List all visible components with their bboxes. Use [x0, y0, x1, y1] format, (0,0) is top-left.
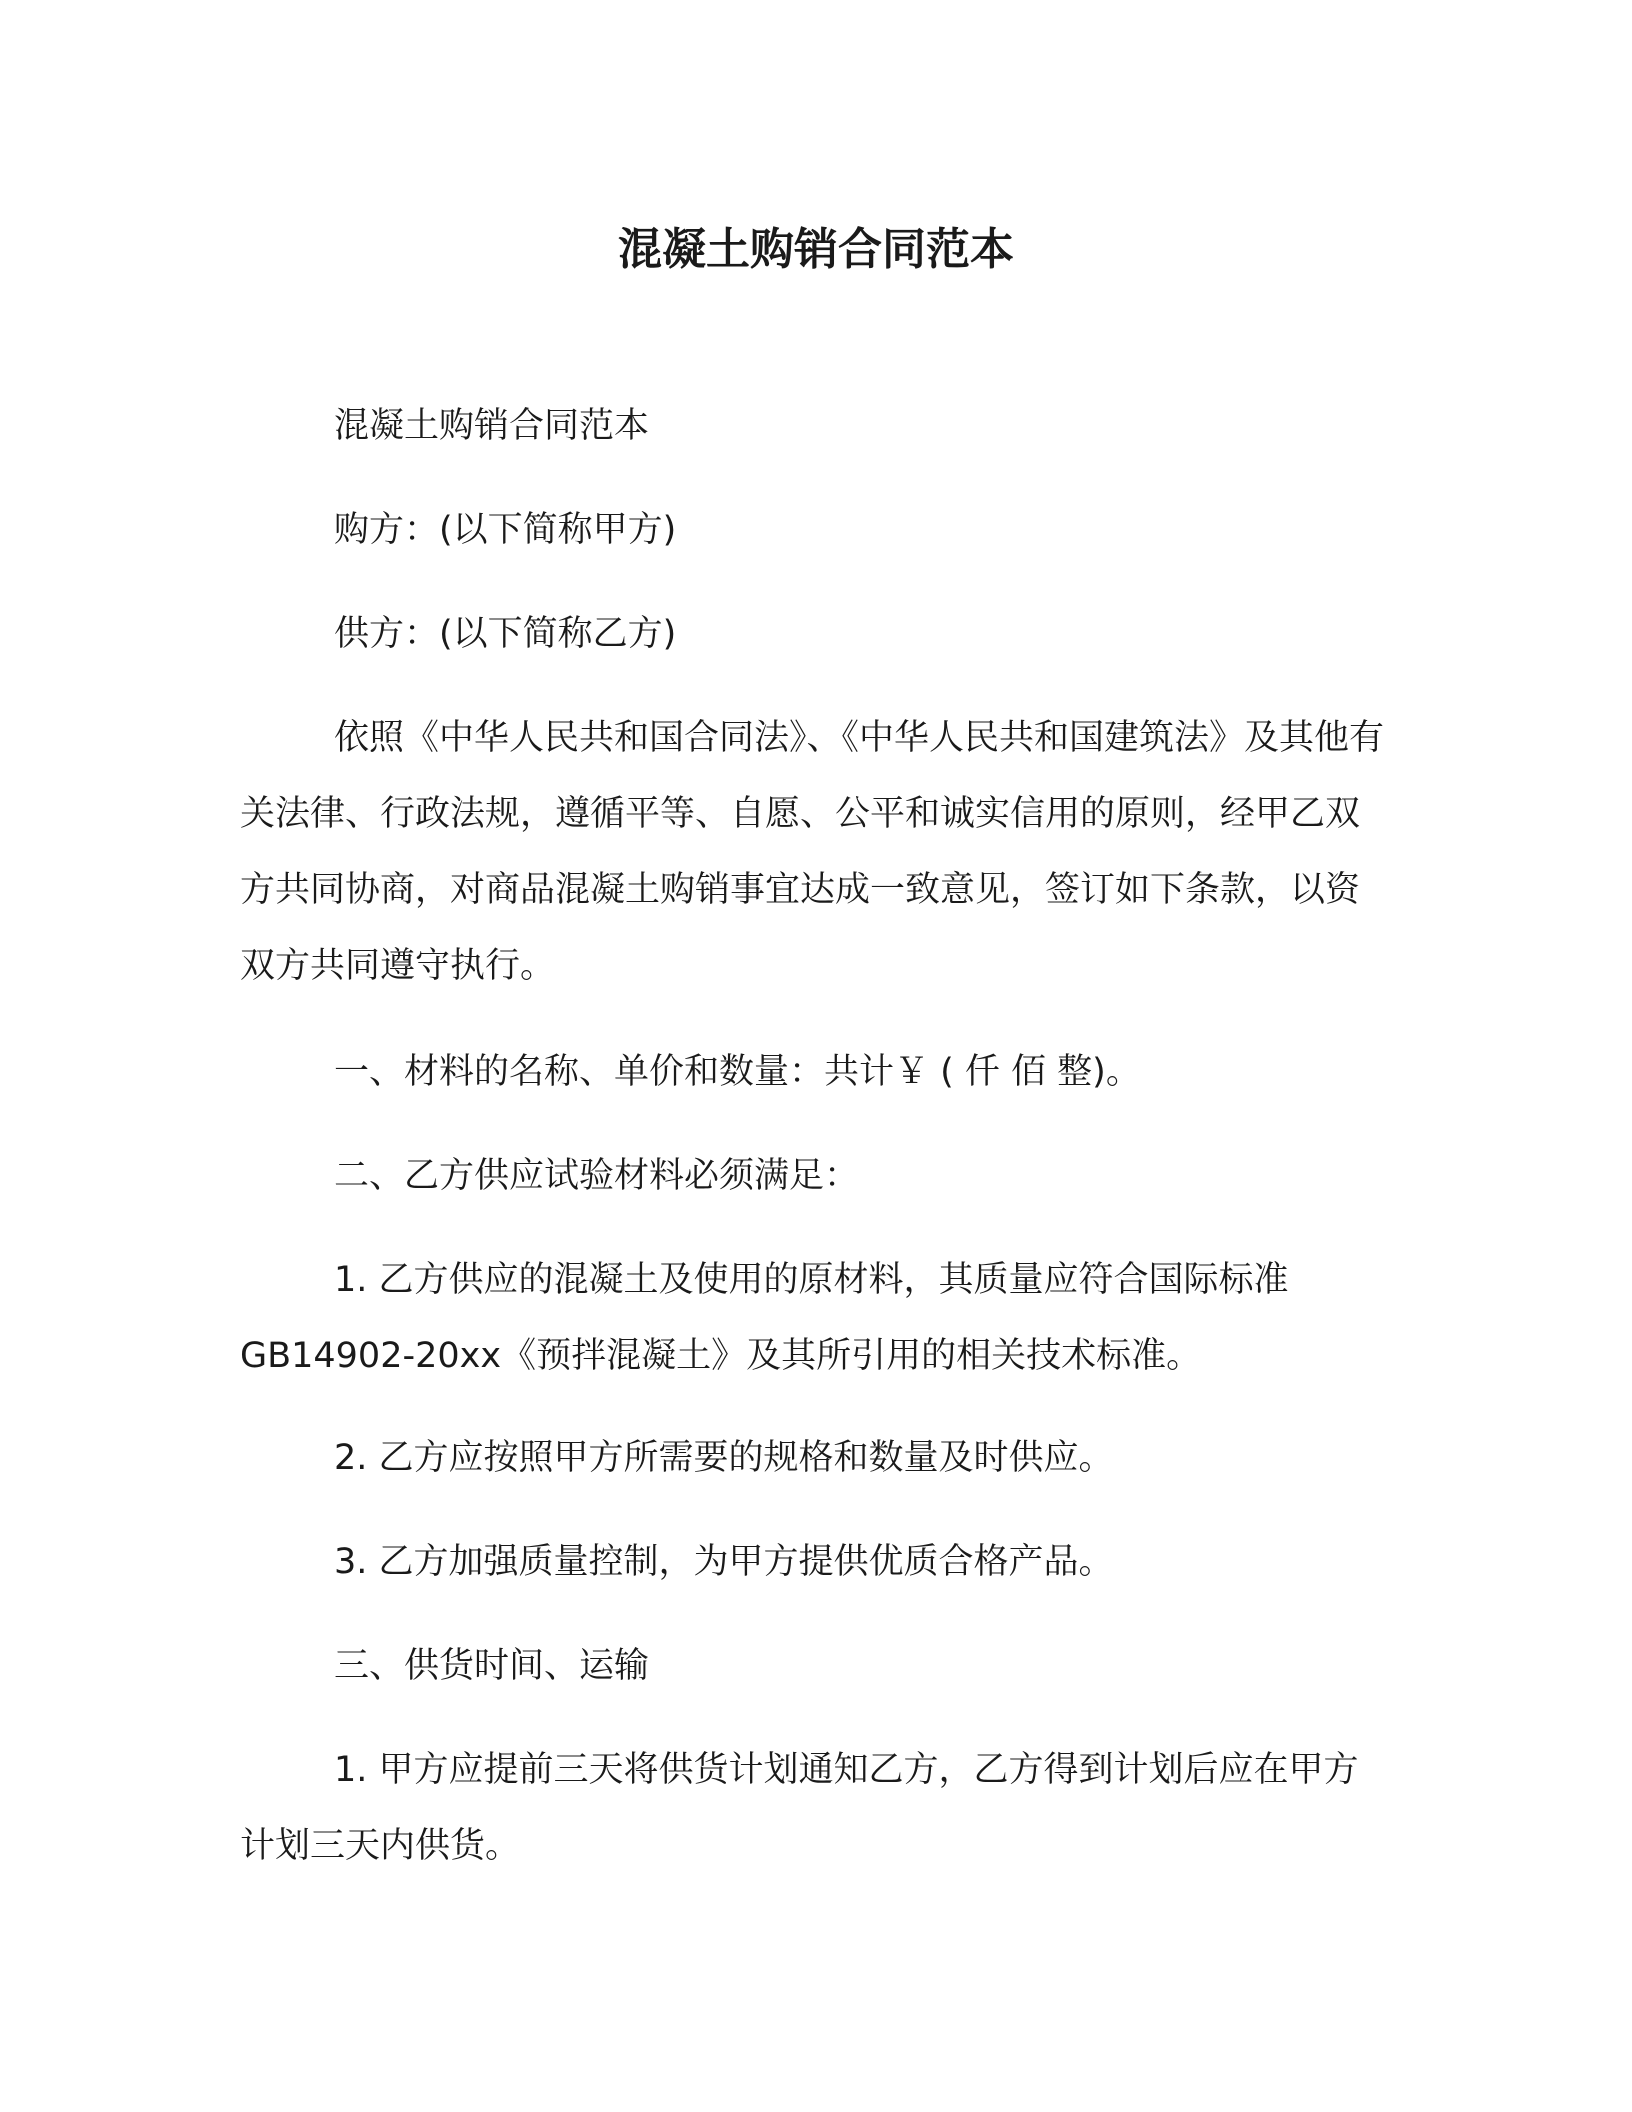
buyer-line: 购方：(以下简称甲方): [334, 510, 677, 550]
section-2-heading: 二、乙方供应试验材料必须满足：: [334, 1156, 860, 1196]
document-title: 混凝土购销合同范本: [618, 224, 1014, 275]
section-3-item-1: 1. 甲方应提前三天将供货计划通知乙方，乙方得到计划后应在甲方计划三天内供货。: [240, 1750, 1359, 1866]
section-2-item-3: 3. 乙方加强质量控制，为甲方提供优质合格产品。: [334, 1542, 1114, 1582]
section-2-item-2: 2. 乙方应按照甲方所需要的规格和数量及时供应。: [334, 1438, 1114, 1478]
section-2-item-1: 1. 乙方供应的混凝土及使用的原材料，其质量应符合国际标准GB14902-20xx《预拌混凝土》及其所引用的相关技术标准。: [240, 1260, 1289, 1376]
intro-paragraph: 依照《中华人民共和国合同法》、《中华人民共和国建筑法》及其他有关法律、行政法规，遵循平等、自愿、公平和诚实信用的原则，经甲乙双方共同协商，对商品混凝土购销事宜达成一致意见，签订如下条款，以资双方共同遵守执行。: [240, 718, 1385, 986]
seller-line: 供方：(以下简称乙方): [334, 614, 677, 654]
contract-heading: 混凝土购销合同范本: [334, 406, 650, 446]
section-1-materials: 一、材料的名称、单价和数量：共计￥ ( 仟 佰 整)。: [334, 1052, 1141, 1092]
section-3-heading: 三、供货时间、运输: [334, 1646, 650, 1686]
